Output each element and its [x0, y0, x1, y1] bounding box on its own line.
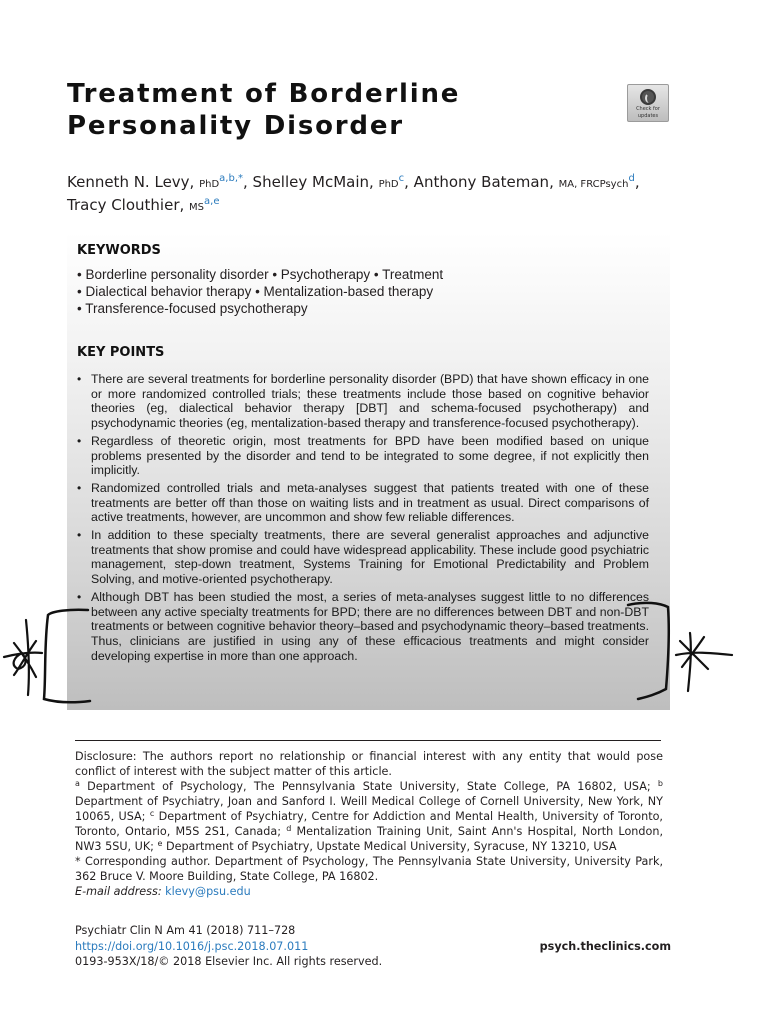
- key-point-text: In addition to these specialty treatments, there are several generalist approaches and adjunctive treatments that show promise and could have widespread applicability. These include good psychiatric management, step-down treatment, Systems Training for Emotional Predictability and Problem Solving, and motive-oriented psychotherapy.: [91, 528, 649, 587]
- affiliation-e: Department of Psychiatry, Upstate Medical University, Syracuse, NY 13210, USA: [162, 840, 617, 853]
- author-bateman: , Anthony Bateman,: [404, 173, 559, 191]
- keyword-line: • Borderline personality disorder • Psychotherapy • Treatment: [77, 267, 444, 282]
- affiliation-d: Mentalization Training Unit, Saint Ann's Hospital, North London, NW3 5SU, UK;: [75, 825, 663, 853]
- author-degree: MA, FRCPsych: [558, 179, 629, 190]
- email-label: E-mail address:: [75, 885, 162, 898]
- keywords-keypoints-box: [67, 232, 670, 710]
- affiliation-marker[interactable]: d: [628, 173, 635, 184]
- author-degree: PhD: [378, 179, 399, 190]
- key-point-item: [77, 372, 649, 431]
- bullet: •: [77, 528, 82, 543]
- bullet: •: [77, 372, 82, 386]
- author-levy: Kenneth N. Levy,: [67, 173, 200, 191]
- affiliation-marker[interactable]: a,b,*: [219, 173, 244, 184]
- affiliation-sup: b: [657, 779, 663, 788]
- affiliation-marker[interactable]: c: [398, 173, 405, 184]
- affiliations: [75, 779, 663, 854]
- title-line-2: Personality Disorder: [67, 111, 404, 141]
- crossmark-icon: [640, 89, 656, 105]
- copyright-line: 0193-953X/18/© 2018 Elsevier Inc. All rights reserved.: [75, 955, 383, 968]
- disclosure-statement: Disclosure: The authors report no relationship or financial interest with any entity that would pose conflict of interest with the subject matter of this article.: [75, 750, 663, 778]
- keyword-line: • Dialectical behavior therapy • Mentalization-based therapy: [77, 284, 434, 299]
- key-point-item: [77, 481, 649, 525]
- key-points-heading: KEY POINTS: [77, 345, 165, 360]
- title-line-1: Treatment of Borderline: [67, 79, 461, 109]
- journal-info: [75, 923, 671, 970]
- check-for-updates-badge[interactable]: [627, 84, 669, 122]
- email-link[interactable]: klevy@psu.edu: [165, 885, 251, 898]
- doi-link[interactable]: https://doi.org/10.1016/j.psc.2018.07.011: [75, 939, 309, 953]
- badge-label-line-1: Check for: [636, 106, 660, 112]
- corresponding-author: * Corresponding author. Department of Psychology, The Pennsylvania State University, University Park, 362 Bruce V. Moore Building, State College, PA 16802.: [75, 855, 663, 883]
- keywords-heading: KEYWORDS: [77, 243, 161, 258]
- keyword-line: • Transference-focused psychotherapy: [77, 301, 308, 316]
- key-point-text: Regardless of theoretic origin, most treatments for BPD have been modified based on unique problems presented by the disorder and tend to be integrated to some degree, if not explicitly then implicitly.: [91, 433, 649, 478]
- affiliation-sup: a: [75, 779, 80, 788]
- footnotes: [75, 749, 663, 899]
- footnote-divider: [75, 740, 661, 741]
- email-line: [75, 884, 663, 899]
- author-clouthier: Tracy Clouthier,: [67, 196, 190, 214]
- author-degree: MS: [189, 202, 205, 213]
- affiliation-c: Department of Psychiatry, Centre for Addiction and Mental Health, University of Toronto, Toronto, Ontario, M5S 2S1, Canada;: [75, 810, 663, 838]
- badge-label-line-2: updates: [637, 113, 659, 119]
- key-point-text: There are several treatments for borderline personality disorder (BPD) that have shown efficacy in one or more randomized controlled trials; these treatments include those based on cognitive behavior theories (eg, dialectical behavior therapy [DBT] and schema-focused psychotherapy) and psychodynamic theories (eg, mentalization-based therapy and transference-focused psychotherapy).: [91, 372, 649, 431]
- author-degree: PhD: [199, 179, 220, 190]
- affiliation-sup: d: [286, 824, 292, 833]
- right-star-mark: [676, 633, 732, 691]
- author-mcmain: , Shelley McMain,: [243, 173, 379, 191]
- affiliation-marker[interactable]: a,e: [204, 196, 220, 207]
- left-star-mark: [4, 620, 42, 695]
- journal-citation: Psychiatr Clin N Am 41 (2018) 711–728: [75, 924, 296, 937]
- key-point-text: Although DBT has been studied the most, a series of meta-analyses suggest little to no differences between any active specialty treatments for BPD; there are no differences between DBT and non-DBT treatments or between cognitive behavior theory–based and psychodynamic theory–based treatments. Thus, clinicians are justified in using any of these efficacious treatments and might consider developing expertise in more than one approach.: [91, 589, 649, 663]
- affiliation-sup: e: [157, 839, 163, 848]
- journal-website[interactable]: psych.theclinics.com: [539, 939, 671, 953]
- bullet: •: [77, 480, 82, 495]
- affiliation-b: Department of Psychiatry, Joan and Sanford I. Weill Medical College of Cornell University, New York, NY 10065, USA;: [75, 795, 663, 823]
- bullet: •: [77, 433, 82, 448]
- article-title: [67, 78, 587, 142]
- bullet: •: [77, 589, 82, 604]
- key-point-item: [77, 528, 649, 587]
- key-point-item: [77, 434, 649, 478]
- key-points-list: [77, 372, 649, 666]
- author-list: Kenneth N. Levy, PhD$^{a,b,*}$, Shelley McMain, PhD$^c$, Anthony Bateman, MA, FRCPsych$^d$, Tracy Clouthier, MS$^{a,e}$: [67, 173, 640, 214]
- affiliation-a: Department of Psychology, The Pennsylvania State University, State College, PA 16802, USA;: [79, 780, 658, 793]
- key-point-text: Randomized controlled trials and meta-analyses suggest that patients treated with one of these treatments are better off than those on waiting lists and in treatment as usual. Direct comparisons of active treatments, however, are uncommon and show few reliable differences.: [91, 480, 649, 525]
- affiliation-sup: c: [149, 809, 155, 818]
- key-point-item: [77, 590, 649, 664]
